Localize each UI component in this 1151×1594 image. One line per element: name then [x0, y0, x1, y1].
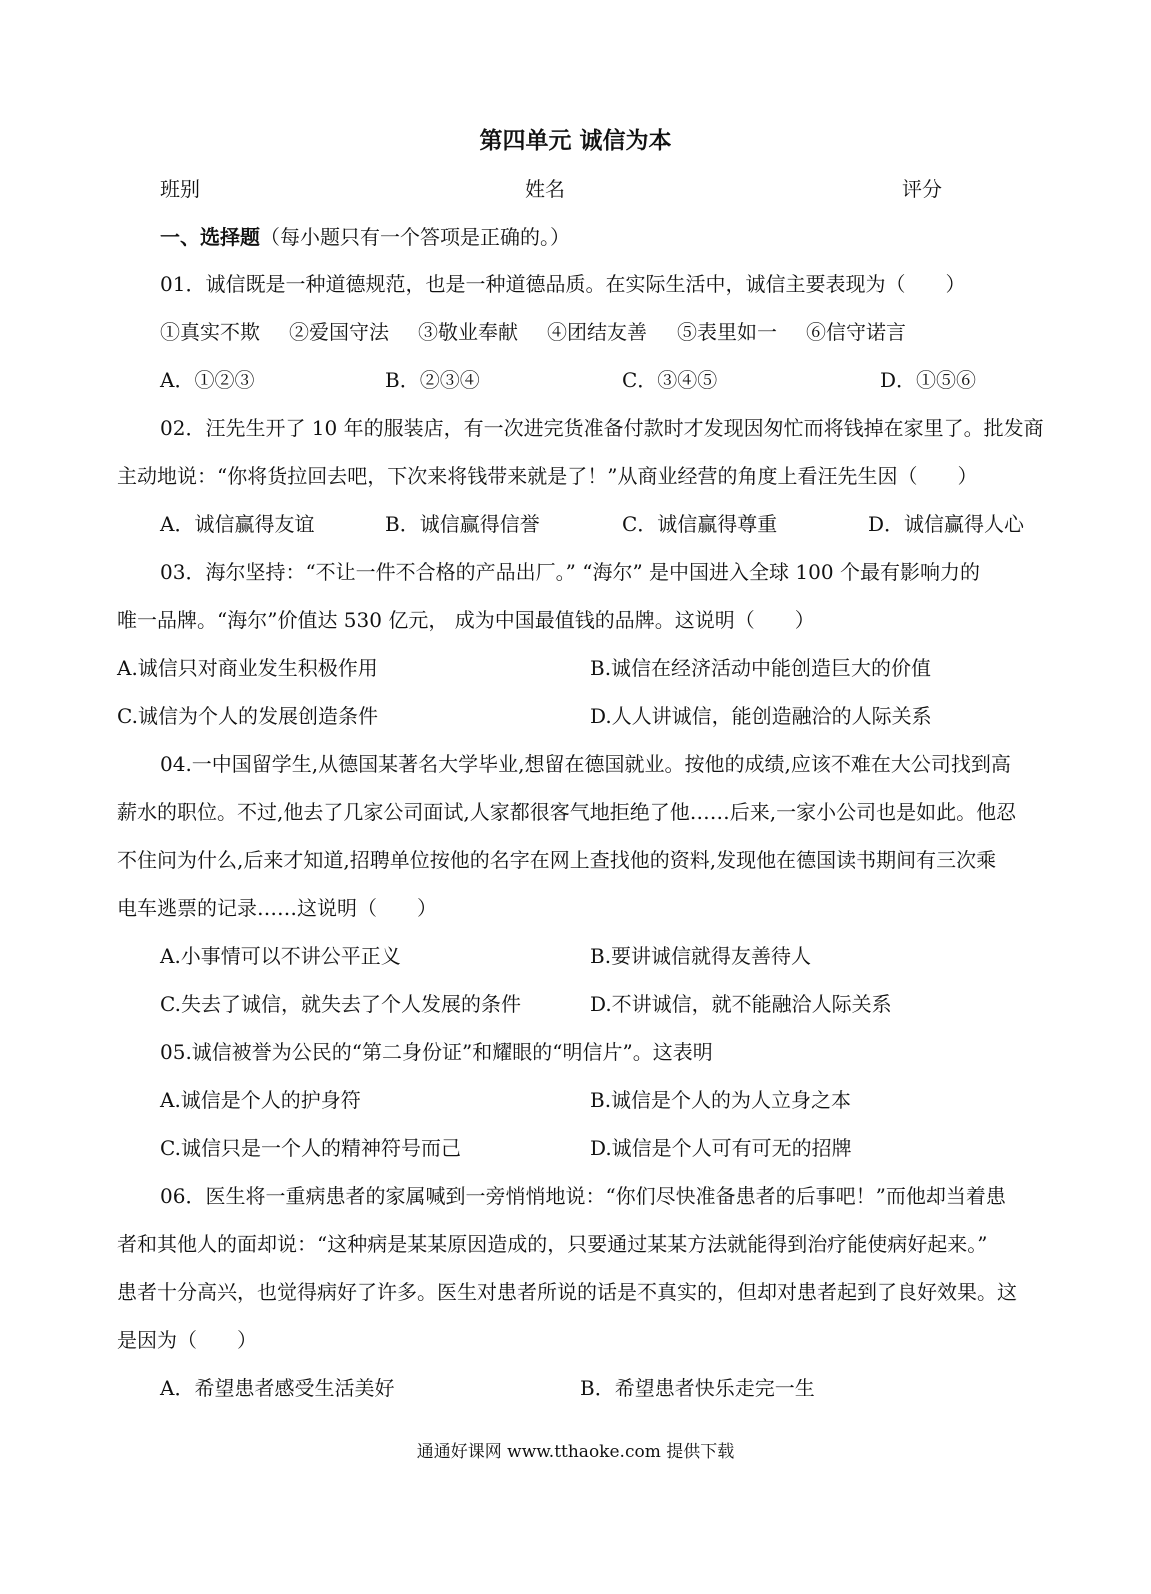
question-06-stem-line: 患者十分高兴，也觉得病好了许多。医生对患者所说的话是不真实的，但却对患者起到了良好效果。这 [117, 1280, 1017, 1304]
question-01-item: ④团结友善 [547, 320, 647, 344]
question-02-option: D．诚信赢得人心 [868, 512, 1025, 536]
question-06-stem-line: 06．医生将一重病患者的家属喊到一旁悄悄地说：“你们尽快准备患者的后事吧！”而他却当着患 [160, 1184, 1006, 1208]
question-06-option: B．希望患者快乐走完一生 [580, 1376, 815, 1400]
question-04-stem-line: 04.一中国留学生,从德国某著名大学毕业,想留在德国就业。按他的成绩,应该不难在大公司找到高 [160, 752, 1011, 776]
page-title: 第四单元 诚信为本 [479, 127, 672, 154]
question-04-option: D.不讲诚信，就不能融洽人际关系 [590, 992, 892, 1016]
section-note: （每小题只有一个答项是正确的。） [260, 225, 570, 249]
question-01-item: ①真实不欺 [160, 320, 260, 344]
class-label: 班别 [160, 177, 200, 201]
question-05-option: D.诚信是个人可有可无的招牌 [590, 1136, 852, 1160]
question-02-option: B．诚信赢得信誉 [385, 512, 540, 536]
question-01-option: A．①②③ [160, 368, 255, 392]
page-footer: 通通好课网 www.tthaoke.com 提供下载 [416, 1442, 735, 1462]
question-01-item: ⑥信守诺言 [806, 320, 906, 344]
question-02-stem-line: 主动地说：“你将货拉回去吧，下次来将钱带来就是了！”从商业经营的角度上看汪先生因（ ） [117, 464, 978, 488]
question-03-stem-line: 唯一品牌。“海尔”价值达 530 亿元， 成为中国最值钱的品牌。这说明（ ） [117, 608, 815, 632]
question-04-option: C.失去了诚信，就失去了个人发展的条件 [160, 992, 521, 1016]
question-04-stem-line: 电车逃票的记录……这说明（ ） [117, 896, 437, 920]
question-05-option: C.诚信只是一个人的精神符号而己 [160, 1136, 461, 1160]
question-02-option: C．诚信赢得尊重 [622, 512, 778, 536]
question-01-option: C．③④⑤ [622, 368, 718, 392]
question-01-option: B．②③④ [385, 368, 480, 392]
question-04-stem-line: 薪水的职位。不过,他去了几家公司面试,人家都很客气地拒绝了他……后来,一家小公司也是如此。他忍 [117, 800, 1017, 824]
question-03-option: A.诚信只对商业发生积极作用 [117, 656, 378, 680]
question-01-stem: 01．诚信既是一种道德规范，也是一种道德品质。在实际生活中，诚信主要表现为（ ） [160, 272, 966, 296]
question-06-stem-line: 者和其他人的面却说：“这种病是某某原因造成的，只要通过某某方法就能得到治疗能使病好起来。” [117, 1232, 988, 1256]
question-01-item: ③敬业奉献 [418, 320, 518, 344]
question-04-option: B.要讲诚信就得友善待人 [590, 944, 812, 968]
question-05-option: B.诚信是个人的为人立身之本 [590, 1088, 852, 1112]
question-05-option: A.诚信是个人的护身符 [160, 1088, 361, 1112]
question-01-item: ②爱国守法 [289, 320, 389, 344]
score-label: 评分 [902, 177, 942, 201]
question-06-option: A．希望患者感受生活美好 [160, 1376, 395, 1400]
question-01-option: D．①⑤⑥ [880, 368, 977, 392]
section-heading: 一、选择题 [160, 225, 260, 249]
question-01-item: ⑤表里如一 [677, 320, 777, 344]
name-label: 姓名 [525, 177, 565, 201]
question-05-stem: 05.诚信被誉为公民的“第二身份证”和耀眼的“明信片”。这表明 [160, 1040, 713, 1064]
question-02-option: A．诚信赢得友谊 [160, 512, 315, 536]
question-04-option: A.小事情可以不讲公平正义 [160, 944, 401, 968]
question-03-option: C.诚信为个人的发展创造条件 [117, 704, 378, 728]
question-04-stem-line: 不住问为什么,后来才知道,招聘单位按他的名字在网上查找他的资料,发现他在德国读书期间有三次乘 [117, 848, 997, 872]
question-03-option: D.人人讲诚信，能创造融洽的人际关系 [590, 704, 932, 728]
question-03-stem-line: 03．海尔坚持：“不让一件不合格的产品出厂。” “海尔” 是中国进入全球 100 个最有影响力的 [160, 560, 980, 584]
section-heading-row [160, 223, 570, 251]
question-03-option: B.诚信在经济活动中能创造巨大的价值 [590, 656, 932, 680]
question-06-stem-line: 是因为（ ） [117, 1328, 257, 1352]
question-02-stem-line: 02．汪先生开了 10 年的服装店，有一次进完货准备付款时才发现因匆忙而将钱掉在家里了。批发商 [160, 416, 1044, 440]
